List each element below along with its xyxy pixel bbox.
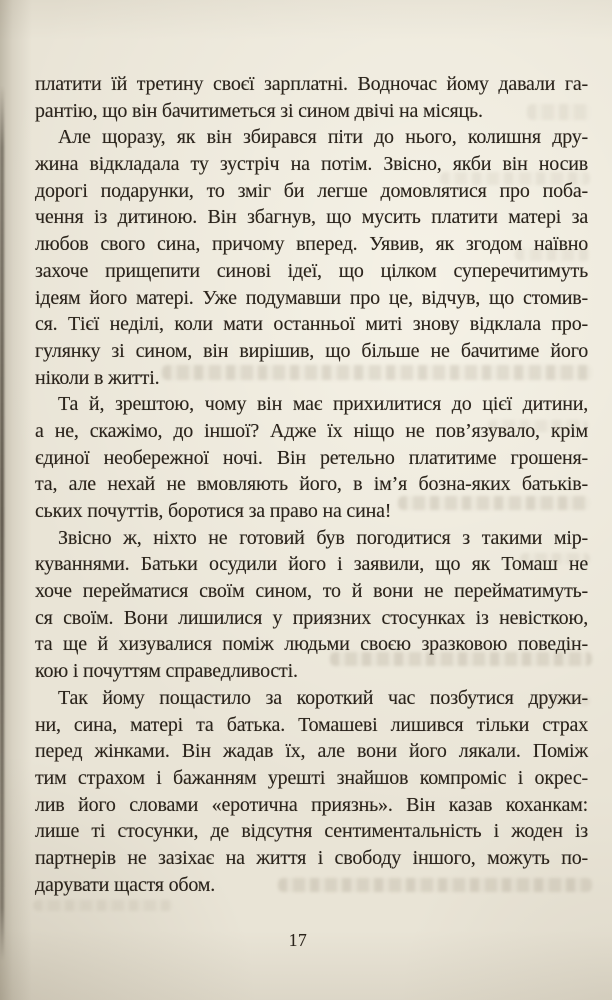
text-line: тим страхом і бажанням урешті знайшов компроміс і окрес- (35, 766, 588, 789)
text-line: захоче прищепити синові ідеї, що цілком суперечитимуть (35, 259, 588, 282)
text-line: любов свого сина, причому вперед. Уявив, як згодом наївно (35, 233, 588, 256)
page-number-value: 17 (288, 930, 308, 950)
text-line: єдиної необережної ночі. Він ретельно платитиме грошеня- (35, 446, 588, 469)
page-left-shadow (0, 0, 32, 1000)
text-line: дарувати щастя обом. (35, 873, 216, 896)
text-line: Звісно ж, ніхто не готовий був погодитися з такими мір- (58, 526, 588, 549)
text-line: та ще й хизувалися поміж людьми своєю зразковою поведін- (35, 633, 588, 656)
text-line: ся. Тієї неділі, коли мати останньої миті знову відклала про- (35, 313, 588, 336)
text-line: чення із дитиною. Він збагнув, що мусить платити матері за (35, 206, 588, 229)
text-line: рантію, що він бачитиметься зі сином двічі на місяць. (35, 99, 483, 122)
text-line: Але щоразу, як він збирався піти до нього, колишня дру- (58, 126, 588, 149)
text-line: куваннями. Батьки осудили його і заявили, що як Томаш не (35, 553, 588, 576)
text-line: жина відкладала ту зустріч на потім. Звісно, якби він носив (35, 153, 588, 176)
ink-bleed-smudge (33, 900, 173, 911)
text-line: дорогі подарунки, то зміг би легше домовлятися про поба- (35, 179, 588, 202)
text-line: ських почуттів, боротися за право на сина! (35, 500, 392, 522)
text-line: а не, скажімо, до іншої? Адже їх ніщо не пов’язувало, крім (35, 419, 588, 442)
text-line: лише ті стосунки, де відсутня сентиментальність і жоден із (35, 820, 588, 843)
text-line: перед жінками. Він жадав їх, але вони його лякали. Поміж (35, 740, 588, 763)
text-line: гулянку зі сином, він вирішив, що більше не бачитиме його (35, 339, 588, 362)
text-line: Та й, зрештою, чому він має прихилитися до цієї дитини, (58, 393, 588, 416)
text-line: партнерів не зазіхає на життя і свободу іншого, можуть по- (35, 846, 588, 869)
text-line: ідеям його матері. Уже подумавши про це, відчув, що стомив- (35, 286, 588, 309)
body-text (35, 71, 588, 898)
page-number (0, 928, 596, 952)
text-line: хоче перейматися своїм сином, то й вони не перейматимуть- (35, 580, 588, 603)
text-line: Так йому пощастило за короткий час позбутися дружи- (58, 686, 588, 709)
text-line: лив його словами «еротична приязнь». Він казав коханкам: (35, 793, 588, 816)
text-line: кою і почуттям справедливості. (35, 660, 298, 683)
text-line: та, але нехай не вмовляють його, в ім’я бозна-яких батьків- (35, 473, 588, 496)
text-line: ни, сина, матері та батька. Томашеві лишився тільки страх (35, 713, 588, 736)
text-line: ніколи в житті. (35, 366, 160, 389)
text-line: ся своїм. Вони лишилися у приязних стосунках із невісткою, (35, 606, 588, 629)
book-gutter-edge (0, 86, 4, 960)
text-line: платити їй третину своєї зарплатні. Водночас йому давали га- (35, 73, 588, 95)
